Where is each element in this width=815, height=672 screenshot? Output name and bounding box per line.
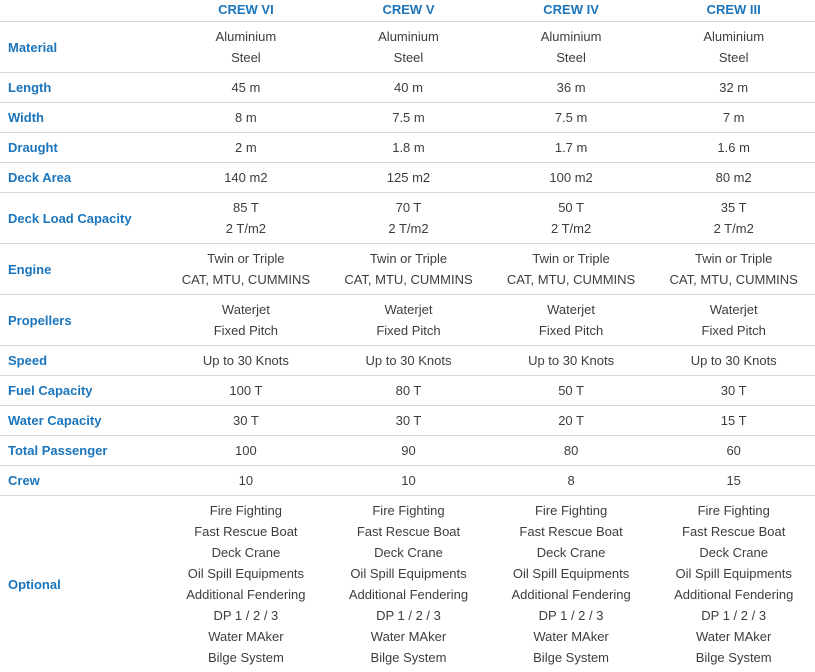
spec-value-line: DP 1 / 2 / 3 (490, 605, 653, 626)
spec-row-material (0, 22, 815, 73)
spec-value-cell-crew-v-speed (327, 346, 490, 376)
spec-row-deck-area (0, 163, 815, 193)
spec-value-line: Deck Crane (652, 542, 815, 563)
spec-value-line: Steel (327, 47, 490, 68)
spec-value-cell-crew-v-total-passenger (327, 436, 490, 466)
spec-value-line: 70 T (327, 197, 490, 218)
spec-value-cell-crew-iv-water-capacity (490, 406, 653, 436)
spec-value-cell-crew-v-deck-load-capacity (327, 193, 490, 244)
spec-value-cell-crew-vi-length (165, 73, 328, 103)
spec-value-cell-crew-iii-crew (652, 466, 815, 496)
spec-value-line: Deck Crane (490, 542, 653, 563)
spec-value-line: 8 (490, 470, 653, 491)
spec-value-line: Twin or Triple (652, 248, 815, 269)
spec-row-length (0, 73, 815, 103)
spec-value-cell-crew-vi-deck-area (165, 163, 328, 193)
row-label-engine: Engine (0, 244, 165, 295)
spec-value-line: Waterjet (327, 299, 490, 320)
spec-value-cell-crew-v-fuel-capacity (327, 376, 490, 406)
spec-value-cell-crew-iv-propellers (490, 295, 653, 346)
spec-value-line: Waterjet (652, 299, 815, 320)
spec-table-body (0, 22, 815, 672)
spec-value-line: Oil Spill Equipments (652, 563, 815, 584)
spec-value-cell-crew-vi-material (165, 22, 328, 73)
spec-row-crew (0, 466, 815, 496)
spec-value-line: Fast Rescue Boat (327, 521, 490, 542)
spec-value-line: Twin or Triple (490, 248, 653, 269)
spec-value-line: 100 m2 (490, 167, 653, 188)
spec-value-line: 100 (165, 440, 328, 461)
spec-value-cell-crew-vi-water-capacity (165, 406, 328, 436)
spec-value-line: Fast Rescue Boat (165, 521, 328, 542)
spec-value-line: Waterjet (165, 299, 328, 320)
spec-row-propellers (0, 295, 815, 346)
spec-value-line: 30 T (652, 380, 815, 401)
spec-value-line: 85 T (165, 197, 328, 218)
spec-row-fuel-capacity (0, 376, 815, 406)
spec-value-line: Twin or Triple (327, 248, 490, 269)
spec-value-line: 10 (327, 470, 490, 491)
row-label-material: Material (0, 22, 165, 73)
spec-value-line: Up to 30 Knots (165, 350, 328, 371)
spec-value-cell-crew-iii-deck-area (652, 163, 815, 193)
spec-row-width (0, 103, 815, 133)
spec-value-cell-crew-iv-total-passenger (490, 436, 653, 466)
spec-value-line: 36 m (490, 77, 653, 98)
row-label-length: Length (0, 73, 165, 103)
spec-value-cell-crew-iii-total-passenger (652, 436, 815, 466)
row-label-draught: Draught (0, 133, 165, 163)
spec-row-draught (0, 133, 815, 163)
header-row (0, 0, 815, 22)
spec-value-line: 32 m (652, 77, 815, 98)
row-label-optional: Optional (0, 496, 165, 672)
spec-value-cell-crew-vi-fuel-capacity (165, 376, 328, 406)
spec-value-line: Additional Fendering (327, 584, 490, 605)
spec-value-cell-crew-vi-total-passenger (165, 436, 328, 466)
header-empty-cell (0, 0, 165, 22)
spec-value-line: Bilge System (327, 647, 490, 668)
spec-value-cell-crew-vi-draught (165, 133, 328, 163)
spec-value-cell-crew-iv-length (490, 73, 653, 103)
spec-value-cell-crew-vi-speed (165, 346, 328, 376)
spec-value-line: CAT, MTU, CUMMINS (327, 269, 490, 290)
spec-value-line: 50 T (490, 197, 653, 218)
spec-value-line: Fire Fighting (652, 500, 815, 521)
spec-value-line: Fixed Pitch (327, 320, 490, 341)
spec-row-engine (0, 244, 815, 295)
spec-value-line: Up to 30 Knots (490, 350, 653, 371)
spec-value-line: Deck Crane (327, 542, 490, 563)
spec-value-line: Fire Fighting (165, 500, 328, 521)
spec-value-line: Fixed Pitch (652, 320, 815, 341)
spec-value-line: 90 (327, 440, 490, 461)
spec-value-line: Up to 30 Knots (327, 350, 490, 371)
spec-value-line: 80 (490, 440, 653, 461)
spec-value-cell-crew-iii-speed (652, 346, 815, 376)
spec-value-line: Twin or Triple (165, 248, 328, 269)
spec-value-line: 2 m (165, 137, 328, 158)
row-label-crew: Crew (0, 466, 165, 496)
spec-value-line: Waterjet (490, 299, 653, 320)
spec-value-line: Fast Rescue Boat (652, 521, 815, 542)
spec-value-line: CAT, MTU, CUMMINS (652, 269, 815, 290)
spec-value-line: 2 T/m2 (652, 218, 815, 239)
spec-value-cell-crew-vi-crew (165, 466, 328, 496)
spec-value-line: 10 (165, 470, 328, 491)
column-header-crew-v: CREW V (327, 0, 490, 22)
spec-value-cell-crew-v-water-capacity (327, 406, 490, 436)
spec-value-line: 1.6 m (652, 137, 815, 158)
column-header-crew-iii: CREW III (652, 0, 815, 22)
spec-value-line: Aluminium (490, 26, 653, 47)
spec-value-line: 1.7 m (490, 137, 653, 158)
spec-value-cell-crew-iii-engine (652, 244, 815, 295)
spec-value-line: 20 T (490, 410, 653, 431)
spec-value-line: Fixed Pitch (490, 320, 653, 341)
spec-row-deck-load-capacity (0, 193, 815, 244)
spec-value-line: Aluminium (165, 26, 328, 47)
row-label-total-passenger: Total Passenger (0, 436, 165, 466)
spec-value-line: 2 T/m2 (490, 218, 653, 239)
spec-value-line: 30 T (327, 410, 490, 431)
spec-value-cell-crew-iv-width (490, 103, 653, 133)
spec-value-line: 2 T/m2 (327, 218, 490, 239)
spec-value-line: Steel (165, 47, 328, 68)
row-label-propellers: Propellers (0, 295, 165, 346)
column-header-crew-iv: CREW IV (490, 0, 653, 22)
spec-value-cell-crew-v-draught (327, 133, 490, 163)
spec-value-line: DP 1 / 2 / 3 (652, 605, 815, 626)
spec-value-line: Aluminium (652, 26, 815, 47)
spec-value-line: DP 1 / 2 / 3 (327, 605, 490, 626)
spec-value-cell-crew-vi-propellers (165, 295, 328, 346)
spec-value-cell-crew-iv-draught (490, 133, 653, 163)
spec-value-cell-crew-v-length (327, 73, 490, 103)
spec-value-line: 100 T (165, 380, 328, 401)
spec-value-line: 7.5 m (327, 107, 490, 128)
spec-value-line: CAT, MTU, CUMMINS (490, 269, 653, 290)
spec-value-line: 30 T (165, 410, 328, 431)
spec-value-line: Additional Fendering (652, 584, 815, 605)
spec-value-line: Deck Crane (165, 542, 328, 563)
spec-value-line: 50 T (490, 380, 653, 401)
spec-value-line: 140 m2 (165, 167, 328, 188)
spec-value-cell-crew-v-material (327, 22, 490, 73)
spec-value-cell-crew-vi-optional (165, 496, 328, 672)
spec-value-line: 40 m (327, 77, 490, 98)
spec-value-line: Bilge System (490, 647, 653, 668)
spec-value-cell-crew-v-engine (327, 244, 490, 295)
spec-value-line: Bilge System (652, 647, 815, 668)
row-label-deck-area: Deck Area (0, 163, 165, 193)
spec-value-line: Oil Spill Equipments (490, 563, 653, 584)
spec-value-cell-crew-iv-deck-load-capacity (490, 193, 653, 244)
spec-value-cell-crew-iii-length (652, 73, 815, 103)
spec-value-line: Steel (652, 47, 815, 68)
spec-value-cell-crew-v-propellers (327, 295, 490, 346)
spec-value-line: Fire Fighting (490, 500, 653, 521)
spec-value-cell-crew-iv-fuel-capacity (490, 376, 653, 406)
spec-value-cell-crew-iv-engine (490, 244, 653, 295)
spec-value-cell-crew-iv-deck-area (490, 163, 653, 193)
spec-value-cell-crew-iv-speed (490, 346, 653, 376)
row-label-water-capacity: Water Capacity (0, 406, 165, 436)
spec-value-line: Additional Fendering (490, 584, 653, 605)
spec-value-line: 2 T/m2 (165, 218, 328, 239)
spec-row-water-capacity (0, 406, 815, 436)
spec-value-line: Steel (490, 47, 653, 68)
spec-value-cell-crew-v-width (327, 103, 490, 133)
spec-value-cell-crew-iii-deck-load-capacity (652, 193, 815, 244)
row-label-width: Width (0, 103, 165, 133)
spec-value-line: 15 T (652, 410, 815, 431)
spec-value-line: 8 m (165, 107, 328, 128)
spec-value-cell-crew-iv-optional (490, 496, 653, 672)
spec-value-cell-crew-iii-fuel-capacity (652, 376, 815, 406)
spec-value-line: 15 (652, 470, 815, 491)
spec-value-line: CAT, MTU, CUMMINS (165, 269, 328, 290)
spec-value-line: DP 1 / 2 / 3 (165, 605, 328, 626)
spec-value-line: 60 (652, 440, 815, 461)
spec-value-cell-crew-vi-engine (165, 244, 328, 295)
spec-row-speed (0, 346, 815, 376)
spec-value-line: 1.8 m (327, 137, 490, 158)
spec-value-line: Water MAker (652, 626, 815, 647)
spec-row-optional (0, 496, 815, 672)
spec-value-cell-crew-iv-crew (490, 466, 653, 496)
spec-value-line: 80 T (327, 380, 490, 401)
spec-value-line: Additional Fendering (165, 584, 328, 605)
spec-value-line: Water MAker (490, 626, 653, 647)
row-label-speed: Speed (0, 346, 165, 376)
spec-value-cell-crew-iv-material (490, 22, 653, 73)
spec-value-line: 80 m2 (652, 167, 815, 188)
spec-value-line: Oil Spill Equipments (327, 563, 490, 584)
row-label-fuel-capacity: Fuel Capacity (0, 376, 165, 406)
spec-value-cell-crew-v-optional (327, 496, 490, 672)
spec-value-line: Aluminium (327, 26, 490, 47)
spec-row-total-passenger (0, 436, 815, 466)
spec-value-line: Fast Rescue Boat (490, 521, 653, 542)
spec-value-cell-crew-v-crew (327, 466, 490, 496)
spec-value-line: Water MAker (327, 626, 490, 647)
spec-value-line: 7.5 m (490, 107, 653, 128)
row-label-deck-load-capacity: Deck Load Capacity (0, 193, 165, 244)
spec-value-cell-crew-iii-water-capacity (652, 406, 815, 436)
spec-value-line: 45 m (165, 77, 328, 98)
spec-value-cell-crew-vi-width (165, 103, 328, 133)
spec-value-line: Fixed Pitch (165, 320, 328, 341)
spec-value-cell-crew-v-deck-area (327, 163, 490, 193)
spec-value-cell-crew-iii-width (652, 103, 815, 133)
spec-value-line: 125 m2 (327, 167, 490, 188)
spec-value-line: Bilge System (165, 647, 328, 668)
spec-value-line: 7 m (652, 107, 815, 128)
column-header-crew-vi: CREW VI (165, 0, 328, 22)
spec-value-line: Up to 30 Knots (652, 350, 815, 371)
spec-value-cell-crew-iii-propellers (652, 295, 815, 346)
spec-value-line: 35 T (652, 197, 815, 218)
spec-value-cell-crew-iii-draught (652, 133, 815, 163)
spec-value-line: Fire Fighting (327, 500, 490, 521)
spec-value-cell-crew-vi-deck-load-capacity (165, 193, 328, 244)
spec-value-line: Oil Spill Equipments (165, 563, 328, 584)
spec-value-cell-crew-iii-material (652, 22, 815, 73)
spec-value-cell-crew-iii-optional (652, 496, 815, 672)
spec-value-line: Water MAker (165, 626, 328, 647)
